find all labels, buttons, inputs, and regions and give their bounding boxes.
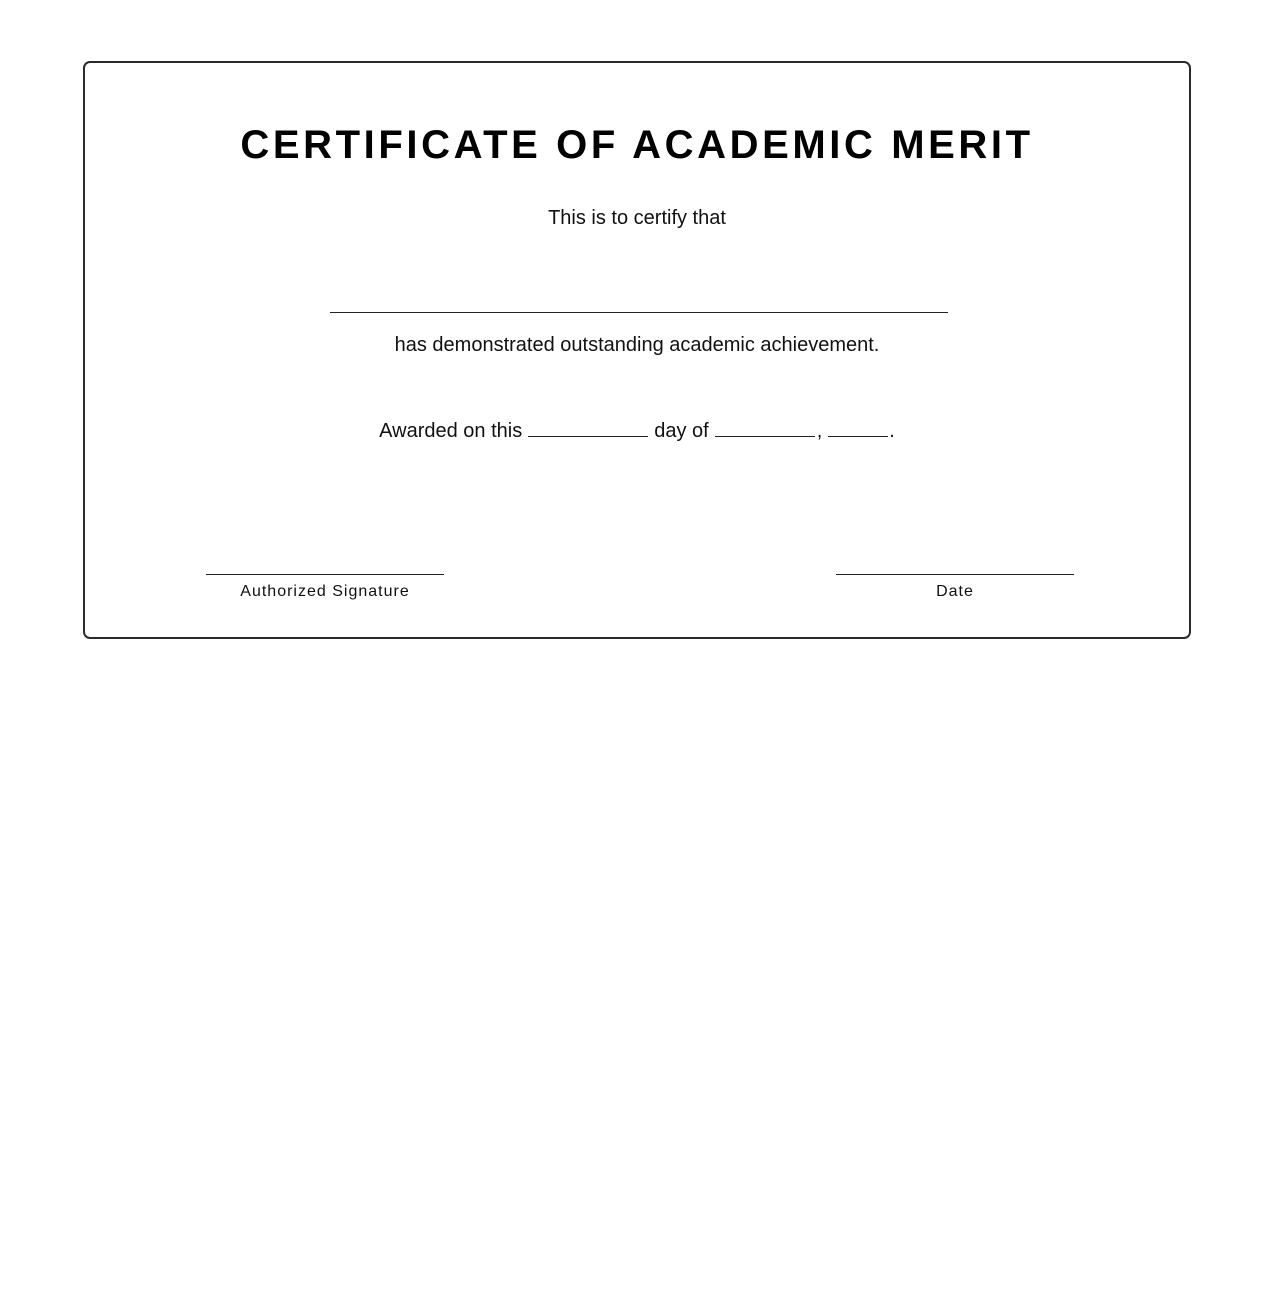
certificate-frame (83, 61, 1191, 639)
awarded-comma: , (816, 420, 823, 442)
date-line (836, 574, 1074, 575)
signature-label: Authorized Signature (240, 583, 410, 600)
achievement-statement: has demonstrated outstanding academic achievement. (394, 334, 880, 356)
intro-text: This is to certify that (548, 207, 726, 229)
signature-line (206, 574, 444, 575)
month-blank (715, 435, 815, 437)
awarded-end: . (889, 420, 895, 442)
date-label: Date (936, 583, 974, 600)
awarded-middle: day of (654, 420, 709, 442)
date-block (836, 574, 1074, 601)
signature-block (206, 574, 444, 601)
year-blank (828, 435, 888, 437)
awarded-line (85, 419, 1189, 443)
day-blank (528, 435, 648, 437)
awarded-prefix: Awarded on this (379, 420, 523, 442)
certificate-title: CERTIFICATE OF ACADEMIC MERIT (240, 123, 1034, 167)
recipient-name-line (330, 312, 948, 313)
